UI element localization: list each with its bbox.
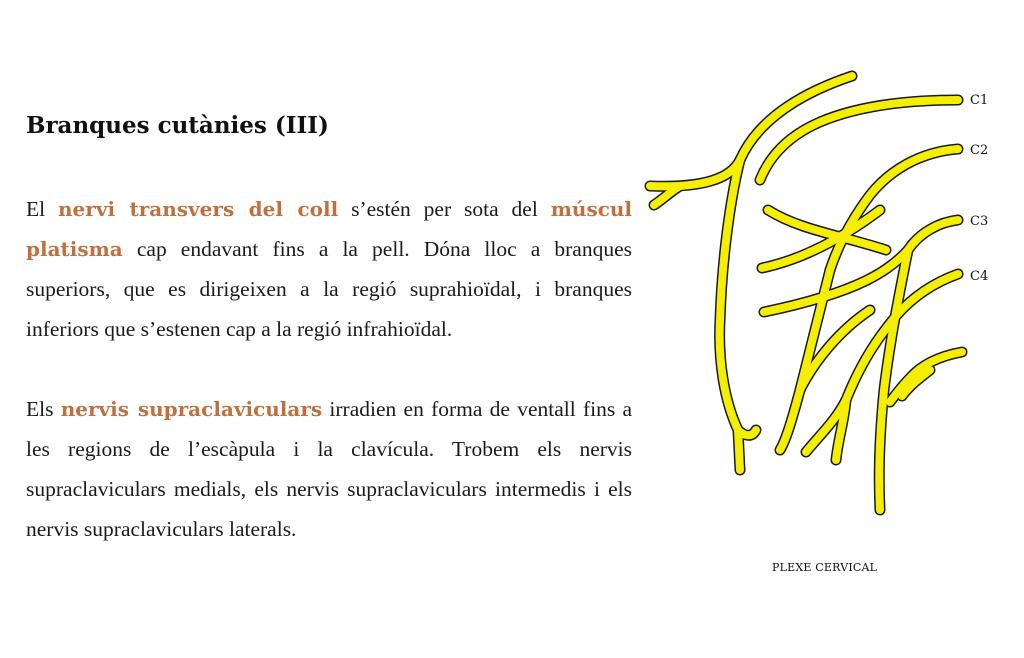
- root-label-c4: C4: [970, 269, 989, 284]
- text-run: irradien en forma de ventall fins a les regions de l’escàpula i la clavícula. Trobem els nervis supraclaviculars medials, els nervis supraclaviculars intermedis i els nervis supraclaviculars laterals.: [26, 397, 632, 541]
- root-label-c1: C1: [970, 93, 989, 108]
- term-supraclavicular-nerves: nervis supraclaviculars: [60, 397, 323, 421]
- paragraph-supraclavicular-nerves: [26, 389, 632, 549]
- page-title: Branques cutànies (III): [26, 112, 329, 139]
- text-run: cap endavant fins a la pell. Dóna lloc a branques superiors, que es dirigeixen a la regió suprahioïdal, i branques inferiors que s’estenen cap a la regió infrahioïdal.: [26, 237, 632, 341]
- term-transverse-cervical-nerve: nervi transvers del coll: [58, 197, 339, 221]
- text-run: s’estén per sota del: [338, 197, 551, 221]
- root-label-c2: C2: [970, 143, 989, 158]
- paragraph-transverse-nerve: [26, 189, 632, 349]
- text-run: Els: [26, 397, 61, 421]
- diagram-caption: PLEXE CERVICAL: [772, 561, 878, 574]
- text-run: El: [26, 197, 59, 221]
- term-platysma-muscle: múscul platisma: [26, 197, 633, 261]
- cervical-plexus-diagram: [640, 60, 1020, 530]
- root-label-c3: C3: [970, 214, 989, 229]
